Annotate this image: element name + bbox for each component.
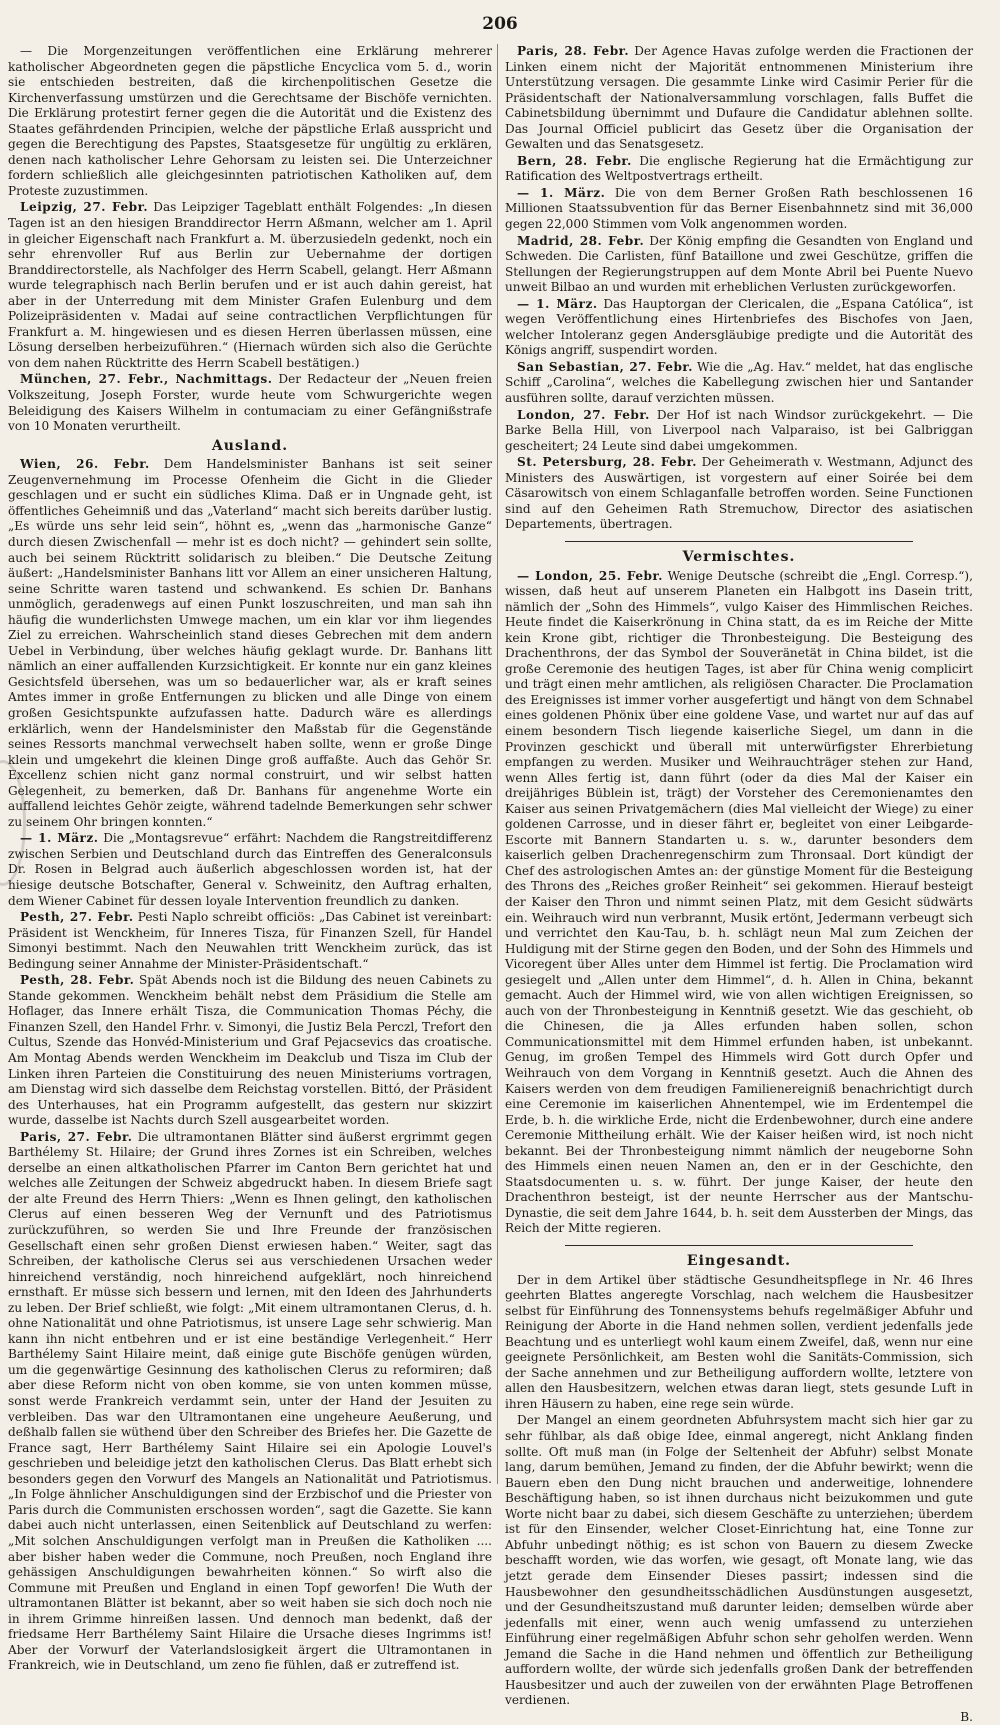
article-paragraph [505,186,973,233]
article-text: Spät Abends noch ist die Bildung des neuen Cabinets zu Stande gekommen. Wenckheim behält nebst dem Präsidium die Stelle am Hoflager, das Innere erhält Tisza, die Communication Thomas Péchy, die Finanzen Szell, den Handel Frhr. v. Simonyi, die Justiz Bela Perczl, Trefort den Cultus, Szende das Honvéd-Ministerium und Graf Pejacsevics das croatische. Am Montag Abends werden Wenckheim im Deakclub und Tisza im Club der Linken ihren Parteien die Constituirung des neuen Ministeriums vortragen, am Dienstag wird sich dasselbe dem Reichstag vorstellen. Bittó, der Präsident des Unterhauses, hat ein Programm aufgestellt, das gestern nur skizzirt wurde, dasselbe ist Nachts durch Szell ausgearbeitet worden. [8,973,492,1128]
article-text: Der Hof ist nach Windsor zurückgekehrt. — Die Barke Bella Hill, von Liverpool nach Valparaiso, ist bei Galbriggan gescheitert; 24 Leute sind dabei umgekommen. [505,407,973,453]
domestic-news [8,44,492,435]
article-dateline: Pesth, 27. Febr. [20,910,134,925]
article-text: Der König empfing die Gesandten von England und Schweden. Die Carlisten, fünf Bataillone und zwei Geschütze, griffen die Stellungen der Regierungstruppen auf dem Monte Abril bei Puente Nuevo unweit Bilbao an und wurden mit erheblichen Verlusten zurückgeworfen. [505,233,973,295]
section-heading-ausland: Ausland. [211,437,289,454]
article-paragraph [505,408,973,455]
article-dateline: Wien, 26. Febr. [20,457,150,472]
article-text: — Die Morgenzeitungen veröffentlichen eine Erklärung mehrerer katholischer Abgeordneten gegen die päpstliche Encyclica vom 5. d., worin sie entschieden bestreiten, daß die kirchenpolitischen Gesetze die Kirchenverfassung umstürzen und die Gerechtsame der Bischöfe vernichten. Die Erklärung protestirt ferner gegen die die Autorität und die Existenz des Staates gefährdenden Principien, welche der päpstliche Erlaß ausspricht und gegen die Berechtigung des Papstes, Staatsgesetze für ungültig zu erklären, denen nach katholischer Lehre Gehorsam zu leisten sei. Die Unterzeichner fordern schließlich alle gleichgesinnten patriotischen Katholiken auf, dem Proteste zuzustimmen. [8,44,492,198]
article-dateline: St. Petersburg, 28. Febr. [517,455,697,470]
article-paragraph [8,910,492,972]
article-text: Wie die „Ag. Hav.“ meldet, hat das englische Schiff „Carolina“, welches die Kabellegung zwischen hier und Santander ausführen sollte, darauf verzichten müssen. [505,359,973,406]
telegraph-news [505,44,973,533]
article-text: Wenige Deutsche (schreibt die „Engl. Corresp.“), wissen, daß heut auf unserem Planeten ein Halbgott ins Dasein tritt, nämlich der „Sohn des Himmels“, vulgo Kaiser des Himmlischen Reiches. Heute findet die Kaiserkrönung in China statt, da es im Reiche der Mitte kein Krone gibt, richtiger die Thronbesteigung. Die Besteigung des Drachenthrons, der das Symbol der Souveränetät in China bildet, ist die große Ceremonie des heutigen Tages, ist aber für China wenig complicirt und trägt einen mehr amtlichen, als religiösen Character. Die Proclamation des Ereignisses ist immer vorher ausgefertigt und hängt von dem Schnabel eines goldenen Phönix über eine goldene Vase, und wartet nur auf das auf einem besondern Tisch liegende kaiserliche Siegel, um dann in die Provinzen geschickt und überall mit unterwürfigster Ehrerbietung empfangen zu werden. Musiker und Weihrauchträger stehen zur Hand, wenn Alles fertig ist, dann führt (oder da dies Mal der Kaiser ein dreijähriges Büblein ist, trägt) der Vorsteher des Ceremonienamtes den Kaiser aus seinen Privatgemächern (dies Mal vielleicht der Wiege) zu einer goldenen Carrosse, und in dieser fährt er, begleitet von einer Leibgarde-Escorte mit Bannern Standarten u. s. w., darunter besonders dem kaiserlich gelben Drachenregenschirm zum Thronsaal. Dort kündigt der Chef des astrologischen Amtes an: der günstige Moment für die Besteigung des Throns des „Reiches großer Reinheit“ sei gekommen. Hierauf besteigt der Kaiser den Thron und nimmt seinen Platz, mit dem Gesicht südwärts ein. Weihrauch wird nun verbrannt, Musik ertönt, Jedermann verbeugt sich und verrichtet den Kau-Tau, b. h. schlägt neun Mal zum Zeichen der Huldigung mit der Stirne gegen den Boden, und der Sohn des Himmels und Vicoregent über Alles unter dem Himmel ist fertig. Die Proclamation wird gesiegelt und „Allen unter dem Himmel“, d. h. Allen in China, bekannt gemacht. Auch der Himmel wird, wie von allen wichtigen Ereignissen, so auch von der Thronbesteigung in Kenntniß gesetzt. Wie das geschieht, ob die Chinesen, die ja Alles erfunden haben sollen, schon Communicationsmittel mit dem Himmel erfunden haben, ist unbekannt. Genug, im großen Tempel des Himmels wird Gott durch Opfer und Weihrauch von dem Vorgang in Kenntniß gesetzt. Auch die Ahnen des Kaisers werden von dem freudigen Familienereigniß benachrichtigt durch eine Ceremonie im kaiserlichen Ahnentempel, wie im Erdentempel die Erde, b. h. die wirkliche Erde, nicht die Erdenbewohner, durch eine andere Ceremonie Mittheilung erhält. Wie der Kaiser heißen wird, ist noch nicht bekannt. Bei der Thronbesteigung nimmt nämlich der neugeborne Sohn des Himmels einen neuen Namen an, den er in der Geschichte, den Staatsdocumenten u. s. w. führt. Der junge Kaiser, der heute den Drachenthron besteigt, ist der neunte Herrscher aus der Mantschu-Dynastie, die seit dem Jahre 1644, b. h. seit dem Aussterben der Mings, das Reich der Mitte regieren. [505,568,973,1236]
article-paragraph [8,200,492,371]
article-dateline: — 1. März. [517,296,598,311]
letter-paragraph: Der in dem Artikel über städtische Gesundheitspflege in Nr. 46 Ihres geehrten Blattes angeregte Vorschlag, nach welchem die Hausbesitzer selbst für Einführung des Tonnensystems behufs regelmäßiger Abfuhr und Reinigung der Aborte in die Hand nehmen sollen, verdient jedenfalls jede Beachtung und es unterliegt wohl kaum einem Zweifel, daß, wenn nur eine geeignete Persönlichkeit, am Besten wohl die Sanitäts-Commission, sich der Sache annehmen und zur Betheiligung auffordern wollte, letztere von allen den Hausbesitzern, welchen etwas daran liegt, stets gesunde Luft in ihren Häusern zu haben, eine rege sein würde. [505,1272,973,1411]
column-divider [497,44,498,1484]
article-paragraph [505,154,973,185]
article-text: Pesti Naplo schreibt officiös: „Das Cabinet ist vereinbart: Präsident ist Wenckheim, für Inneres Tisza, für Finanzen Szell, für Handel Simonyi bestimmt. Nach den Neuwahlen tritt Wenckheim zurück, das ist Bedingung seiner Annahme der Minister-Präsidentschaft.“ [8,910,492,971]
article-paragraph [505,44,973,153]
article-paragraph [505,360,973,407]
article-paragraph [505,569,973,1238]
left-column [8,44,492,1673]
article-text: Die ultramontanen Blätter sind äußerst ergrimmt gegen Barthélemy St. Hilaire; der Grund ihres Zornes ist ein Schreiben, welches derselbe an einen altkatholischen Pfarrer im Canton Bern gerichtet hat und welches alle Zeitungen der Schweiz abgedruckt haben. In diesem Briefe sagt der alte Freund des Herrn Thiers: „Wenn es Ihnen gelingt, den katholischen Clerus auf einen besseren Weg der Vernunft und des Patriotismus zurückzuführen, so werden Sie und Ihre Freunde der französischen Gesellschaft einen sehr großen Dienst erwiesen haben.“ Weiter, sagt das Schreiben, der katholische Clerus sei aus verschiedenen Ursachen weder hinreichend verständig, noch hinreichend aufgeklärt, noch hinreichend ernsthaft. Er müsse sich bessern und lernen, mit den Ideen des Jahrhunderts zu leben. Der Brief schließt, wie folgt: „Mit einem ultramontanen Clerus, d. h. ohne Nationalität und ohne Patriotismus, ist unsere Lage sehr schwierig. Man kann ihn nicht entbehren und er ist eine beständige Verlegenheit.“ Herr Barthélemy Saint Hilaire meint, daß einige gute Bischöfe genügen würden, um die gegenwärtige Gesinnung des katholischen Clerus zu reformiren; daß aber diese Reform nicht von oben komme, sie von unten kommen müsse, sonst werde Frankreich verdammt sein, unter der Hand der Jesuiten zu verbleiben. Das war den Ultramontanen eine ungeheure Aeußerung, und deßhalb fallen sie wüthend über den Schreiber des Briefes her. Die Gazette de France sagt, Herr Barthélemy Saint Hilaire sei ein Apologie Louvel's geschrieben und beleidige jetzt den katholischen Clerus. Das Blatt erhebt sich besonders gegen den Vorwurf des Mangels an Nationalität und Patriotismus. „In Folge ähnlicher Anschuldigungen sind der Erzbischof und die Priester von Paris durch die Communisten erschossen worden“, sagt die Gazette. Sie kann dabei auch nicht unterlassen, einen Seitenblick auf Deutschland zu werfen: „Mit solchen Anschuldigungen verfolgt man in Preußen die Katholiken .... aber bisher haben weder die Commune, noch Preußen, noch England ihre gehässigen Anschuldigungen bewahrheiten können.“ So wirft also die Commune mit Preußen und England in einen Topf geworfen! Die Wuth der ultramontanen Blätter ist bekannt, aber so weit haben sie sich doch noch nie in ihrem Grimme hinreißen lassen. Und dennoch man bedenkt, daß der friedsame Herr Barthélemy Saint Hilaire die Ursache dieses Ingrimms ist! Aber der Vorwurf der Vaterlandslosigkeit ärgert die Ultramontanen in Frankreich, wie in Deutschland, um zeno fie fühlen, daß er zutreffend ist. [8,1129,492,1673]
article-paragraph [8,44,492,199]
article-paragraph [505,455,973,533]
article-paragraph [8,457,492,830]
section-divider [565,1245,913,1246]
article-text: Das Hauptorgan der Clericalen, die „Espana Católica“, ist wegen Veröffentlichung eines Hirtenbriefes des Bischofes von Jaen, welcher Intoleranz gegen Andersgläubige predigte und die Autorität des Königs angriff, suspendirt worden. [505,296,973,358]
article-paragraph [8,372,492,434]
article-dateline: San Sebastian, 27. Febr. [517,359,693,374]
section-heading-eingesandt: Eingesandt. [686,1253,792,1270]
right-column [505,44,973,1724]
article-paragraph [8,973,492,1128]
article-text: Dem Handelsminister Banhans ist seit seiner Zeugenvernehmung im Processe Ofenheim die Gicht in die Glieder geschlagen und er sucht ein südliches Klima. Daß er in Ungnade geht, ist öffentliches Geheimniß und das „Vaterland“ macht sich bereits darüber lustig. „Es würde uns sehr leid sein“, höhnt es, „wenn das „harmonische Ganze“ durch diesen Zwischenfall — mehr ist es doch nicht? — gehindert sein sollte, auch bei seinem Rücktritt solidarisch zu bleiben.“ Die Deutsche Zeitung äußert: „Handelsminister Banhans litt vor Allem an einer unsicheren Haltung, seine Schritte waren tastend und schwankend. Es schien Dr. Banhans unmöglich, geradenwegs auf einen Punkt loszuschreiten, und man sah ihn häufig die wunderlichsten Umwege machen, um ein klar vor ihm liegendes Ziel zu erreichen. Wahrscheinlich stand dieses Gebrechen mit dem andern Uebel in Verbindung, über welches häufig geklagt wurde. Dr. Banhans litt nämlich an einer auffallenden Kurzsichtigkeit. Er konnte nur ein ganz kleines Gesichtsfeld übersehen, was um so bedauerlicher war, als er kraft seines Amtes immer in große Entfernungen zu blicken und alle Dinge von einem großen Gesichtspunkte aufzufassen hatte. Dadurch wäre es allerdings erklärlich, wenn der Handelsminister den Maßstab für die Gegenstände seines Ressorts manchmal verwechselt haben sollte, wenn er große Dinge klein und umgekehrt die kleinen Dinge groß auffaßte. Auch das Gehör Sr. Excellenz schien nicht ganz normal construirt, und wir selbst hatten Gelegenheit, zu bemerken, daß Dr. Banhans für angenehme Worte ein auffallend leichtes Gehör zeigte, während tadelnde Bemerkungen sehr schwer zu seinem Ohr bringen konnten.“ [8,457,492,829]
article-dateline: Paris, 28. Febr. [517,44,630,58]
article-dateline: Leipzig, 27. Febr. [20,200,149,215]
article-paragraph [505,297,973,359]
article-dateline: München, 27. Febr., Nachmittags. [20,372,273,387]
article-dateline: Madrid, 28. Febr. [517,233,645,248]
article-text: Die englische Regierung hat die Ermächtigung zur Ratification des Weltpostvertrags ertheilt. [505,153,973,184]
page-number: 206 [482,14,518,34]
article-paragraph [8,1130,492,1674]
article-text: Der Agence Havas zufolge werden die Fractionen der Linken einem nicht der Majorität entnommenen Ministerium ihre Unterstützung versagen. Die gesammte Linke wird Casimir Perier für die Präsidentschaft der Nationalversammlung vorschlagen, falls Buffet die Cabinetsbildung übernimmt und Dufaure die Candidatur ablehnen sollte. Das Journal Officiel publicirt das Gesetz über die Organisation der Gewalten und das Senatsgesetz. [505,44,973,152]
article-paragraph [8,831,492,909]
article-text: Der Redacteur der „Neuen freien Volkszeitung, Joseph Forster, wurde heute vom Schwurgerichte wegen Beleidigung des Kaisers Wilhelm in contumaciam zu einer Gefängnißstrafe von 10 Monaten verurtheilt. [8,372,492,434]
article-dateline: London, 27. Febr. [517,407,650,422]
article-dateline: Pesth, 28. Febr. [20,973,135,988]
letters-to-editor [505,1273,973,1709]
article-dateline: — 1. März. [517,185,606,200]
foreign-news [8,457,492,1674]
miscellany [505,569,973,1238]
article-text: Der Geheimerath v. Westmann, Adjunct des Ministers des Auswärtigen, ist vorgestern auf einer Soirée bei dem Cäsarowitsch von einem Schlaganfalle betroffen worden. Seine Functionen sind auf den Geheimen Rath Stremuchow, Director des asiatischen Departements, übertragen. [505,455,973,532]
article-paragraph [505,234,973,296]
article-text: Die „Montagsrevue“ erfährt: Nachdem die Rangstreitdifferenz zwischen Serbien und Deutschland durch das Eintreffen des Generalconsuls Dr. Rosen in Belgrad auch äußerlich abgeschlossen worden ist, hat der hiesige deutsche Botschafter, General v. Schweinitz, den Auftrag erhalten, dem Wiener Cabinet für dessen loyale Intervention freundlich zu danken. [8,831,492,908]
letter-paragraph: Der Mangel an einem geordneten Abfuhrsystem macht sich hier gar zu sehr fühlbar, als daß obige Idee, einmal angeregt, nicht Anklang finden sollte. Oft muß man (in Folge der Seltenheit der Abfuhr) selbst Monate lang, darum bemühen, Jemand zu finden, der die Abfuhr bewirkt; wenn die Bauern eben den Dung nicht brauchen und anderweitige, lohnendere Beschäftigung haben, so ist ihnen durchaus nicht beizukommen und gute Worte nicht baar zu dabei, sich diesem Geschäfte zu unterziehen; überdem ist für den Einsender, welcher Closet-Einrichtung hat, eine Tonne zur Abfuhr unbedingt nöthig; es ist schon von Bauern zu diesem Zwecke beschafft worden, wie das worfen, wie gesagt, oft Monate lang, wie das jetzt gerade dem Einsender Dieses passirt; indessen sind die Hausbewohner den gesundheitsschädlichen Ausdünstungen ausgesetzt, und der Gesundheitszustand muß darunter leiden; demselben würde aber jedenfalls mit einer, wenn auch wenig umfassend zu unterziehen Einführung einer regelmäßigen Abfuhr schon sehr geholfen werden. Wenn Jemand die Sache in die Hand nehmen und öffentlich zur Betheiligung auffordern wollte, der würde sich jedenfalls großen Dank der betreffenden Hausbesitzer und auch der zuweilen von der erwähnten Plage Betroffenen verdienen. [505,1413,973,1708]
section-heading-vermischtes: Vermischtes. [682,548,796,565]
article-dateline: — London, 25. Febr. [517,568,663,583]
signature: B. [960,1709,973,1724]
article-text: Die von dem Berner Großen Rath beschlossenen 16 Millionen Staatssubvention für das Berner Eisenbahnnetz sind mit 36,000 gegen 22,000 Stimmen vom Volk angenommen worden. [505,185,973,232]
section-divider [565,541,913,542]
article-dateline: Bern, 28. Febr. [517,153,632,168]
article-dateline: Paris, 27. Febr. [20,1129,133,1144]
article-dateline: — 1. März. [20,831,99,846]
article-text: Das Leipziger Tageblatt enthält Folgendes: „In diesen Tagen ist an den hiesigen Branddirector Herrn Aßmann, welcher am 1. April in gleicher Eigenschaft nach Frankfurt a. M. überzusiedeln gedenkt, noch ein sehr ehrenvoller Ruf aus Berlin zur Uebernahme der dortigen Branddirectorstelle, als Nachfolger des Herrn Scabell, gelangt. Herr Aßmann wurde telegraphisch nach Berlin berufen und er ist auch dahin gereist, hat aber in der Unterredung mit dem Minister Grafen Eulenburg und dem Polizeipräsidenten v. Madai auf seine contractlichen Verpflichtungen für Frankfurt a. M. hingewiesen und es diesen Herren überlassen müssen, eine Lösung derselben herbeizuführen.“ (Hiernach würden sich also die Gerüchte von dem nahen Rücktritte des Herrn Scabell bestätigen.) [8,200,492,370]
